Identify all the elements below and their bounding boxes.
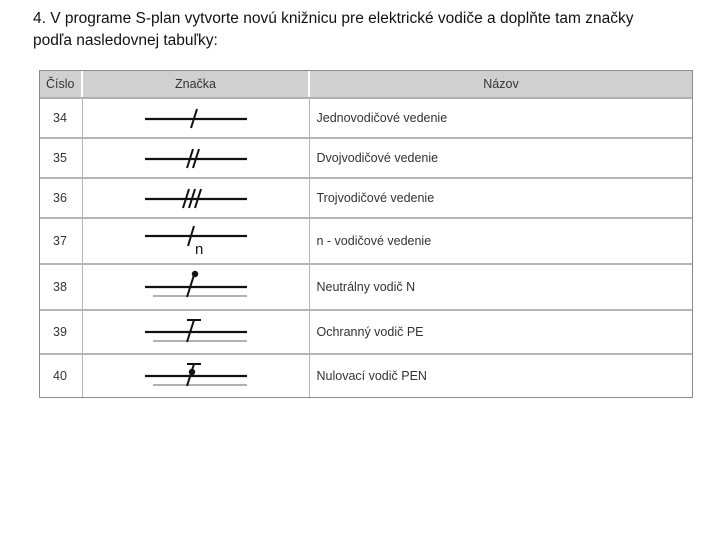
row-number: 36 <box>40 178 82 218</box>
row-name: n - vodičové vedenie <box>309 218 692 264</box>
row-number: 38 <box>40 264 82 310</box>
table-row <box>40 138 692 178</box>
header-name: Názov <box>309 71 692 98</box>
n-symbol-label: n <box>194 241 203 258</box>
triple-line-symbol-icon <box>82 178 309 218</box>
protective-conductor-symbol-icon <box>82 310 309 354</box>
table-row <box>40 218 692 264</box>
row-name: Neutrálny vodič N <box>309 264 692 310</box>
table-row <box>40 354 692 397</box>
table-row <box>40 264 692 310</box>
row-number: 39 <box>40 310 82 354</box>
table-row <box>40 310 692 354</box>
row-number: 37 <box>40 218 82 264</box>
row-name: Dvojvodičové vedenie <box>309 138 692 178</box>
symbol-table <box>39 70 693 398</box>
row-number: 34 <box>40 98 82 138</box>
table-row <box>40 98 692 138</box>
single-line-symbol-icon <box>82 98 309 138</box>
row-name: Jednovodičové vedenie <box>309 98 692 138</box>
double-line-symbol-icon <box>82 138 309 178</box>
task-instructions <box>33 8 703 52</box>
row-name: Trojvodičové vedenie <box>309 178 692 218</box>
neutral-conductor-symbol-icon <box>82 264 309 310</box>
header-symbol: Značka <box>82 71 309 98</box>
row-number: 40 <box>40 354 82 397</box>
table-header-row <box>40 71 692 98</box>
task-line-2: podľa nasledovnej tabuľky: <box>33 32 218 49</box>
row-number: 35 <box>40 138 82 178</box>
pen-conductor-symbol-icon <box>82 354 309 397</box>
table-row <box>40 178 692 218</box>
row-name: Ochranný vodič PE <box>309 310 692 354</box>
header-number: Číslo <box>40 71 82 98</box>
row-name: Nulovací vodič PEN <box>316 369 427 383</box>
n-line-symbol-icon <box>82 218 309 264</box>
task-line-1: 4. V programe S-plan vytvorte novú knižnicu pre elektrické vodiče a doplňte tam značky <box>33 10 634 27</box>
